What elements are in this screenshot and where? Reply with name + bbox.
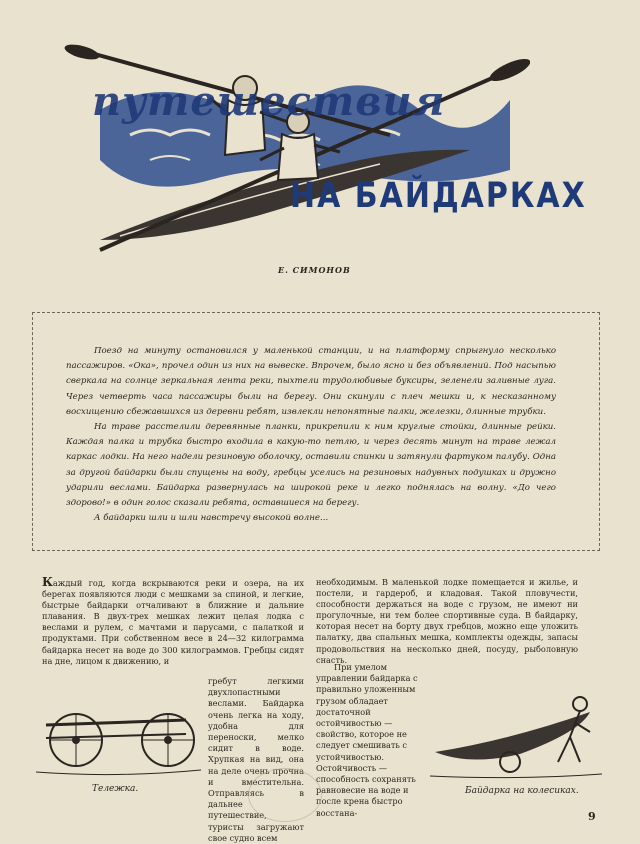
drop-cap: К <box>42 575 53 589</box>
body-text-left-narrow: гребут легкими двухлопастными веслами. Байдарка очень легка на ходу, удобна для переноски, мелко сидит в воде. Хрупкая на вид, она на деле очень прочна и вместительна. Отправляясь в дальнее путешествие, туристы загружают свое судно всем <box>208 676 304 843</box>
page-number: 9 <box>588 810 596 823</box>
author-byline: Е. СИМОНОВ <box>278 265 351 275</box>
body-column-left <box>42 577 304 667</box>
page-title: НА БАЙДАРКАХ <box>290 176 587 217</box>
body-text-right: необходимым. В маленькой лодке помещается и жилье, и постели, и гардероб, и кладовая. Такой пловучести, способности держаться на воде с грузом, не имеют ни прогулочные, ни тем более спортивные суда. В байдарку, которая несет на борту двух гребцов, можно еще уложить палатку, два спальных мешка, комплекты одежды, запасы продовольствия на несколько дней, посуду, рыболовную снасть. <box>316 577 578 665</box>
body-column-right-narrow <box>316 662 422 819</box>
body-text-right-narrow: При умелом управлении байдарка с правильно уложенным грузом обладает достаточной остойчивостью — свойство, которое не следует смешивать с устойчивостью. Остойчивость — способность сохранять равновесие на воде и после крена быстро восстана- <box>316 662 418 818</box>
body-text-left: аждый год, когда вскрываются реки и озера, на их берегах появляются люди с мешками за спиной, и легкие, быстрые байдарки отчаливают в ближние и дальние плавания. В двух-трех мешках лежит целая лодка с веслами и рулем, с мачтами и парусами, с палаткой и продуктами. При собственном весе в 24—32 килограмма байдарка несет на воде до 300 килограммов. Гребцы сидят на дне, лицом к движению, и <box>42 578 304 666</box>
library-stamp <box>248 768 322 822</box>
cart-illustration <box>36 680 204 780</box>
title-script: путешествия <box>92 78 446 125</box>
intro-paragraph: Поезд на минуту остановился у маленькой станции, и на платформу спрыгнуло несколько пассажиров. «Ока», прочел один из них на вывеске. Впрочем, было ясно и без объявлений. Под насыпью сверкала на солнце зеркальная лента реки, пыхтели трудолюбивые буксиры, зеленели заливные луга. Через четверть часа пассажиры были на берегу. Они скинули с плеч мешки и, к несказанному восхищению сбежавшихся из деревни ребят, извлекли непонятные палки, железки, длинные трубки. <box>66 346 556 417</box>
intro-text <box>66 344 556 526</box>
caption-kayak-on-wheels: Байдарка на колесиках. <box>465 786 579 796</box>
kayak-header-illustration <box>60 40 530 255</box>
body-column-right <box>316 577 578 666</box>
intro-paragraph: На траве расстелили деревянные планки, прикрепили к ним круглые стойки, длинные рейки. Каждая палка и трубка быстро входила в какую-то петлю, и через десять минут на траве лежал каркас лодки. На него надели резиновую оболочку, оставили спинки и затянули фартуком палубу. Одна за другой байдарки были спущены на воду, гребцы уселись на резиновых надувных подушках и дружно ударили веслами. Байдарка развернулась на широкой реке и легко поднялась на волну. «До чего здорово!» в один голос сказали ребята, оставшиеся на берегу. <box>66 422 556 509</box>
caption-cart: Тележка. <box>92 784 139 794</box>
intro-paragraph: А байдарки шли и шли навстречу высокой волне... <box>94 513 329 524</box>
kayak-on-wheels-illustration <box>430 692 605 782</box>
